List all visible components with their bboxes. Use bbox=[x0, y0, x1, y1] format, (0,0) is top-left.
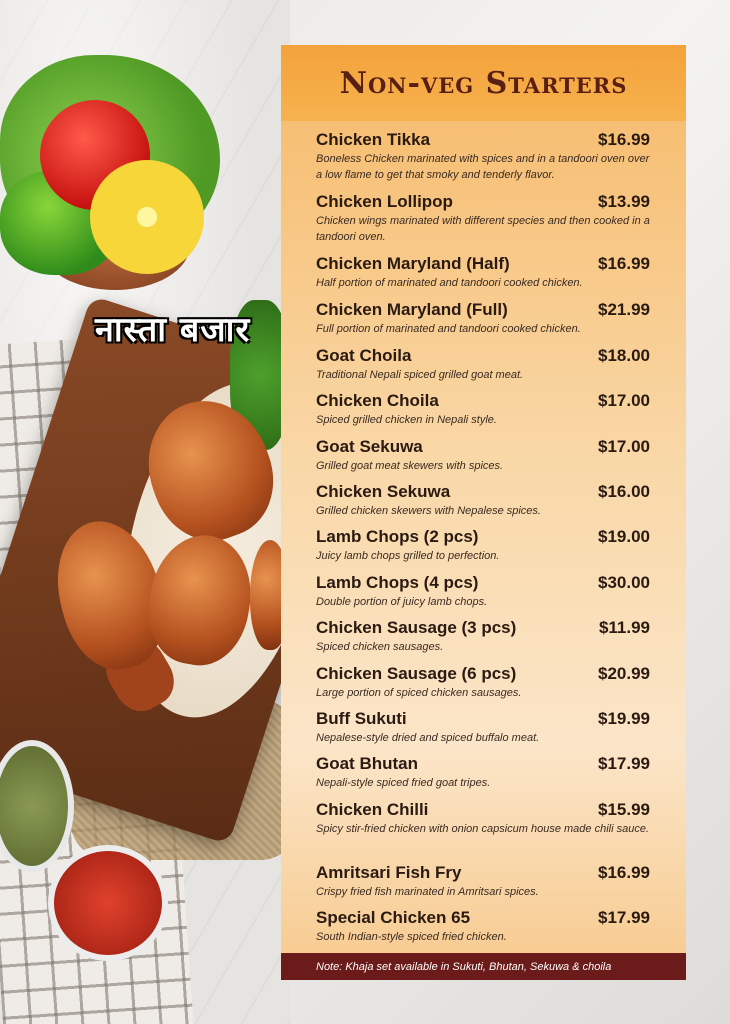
menu-item-row bbox=[316, 863, 650, 883]
item-price: $16.99 bbox=[598, 130, 650, 149]
menu-item bbox=[316, 709, 650, 746]
menu-item bbox=[316, 863, 650, 900]
menu-item-row bbox=[316, 527, 650, 547]
menu-item-row bbox=[316, 300, 650, 320]
menu-item-row bbox=[316, 437, 650, 457]
item-description: Juicy lamb chops grilled to perfection. bbox=[316, 550, 500, 562]
item-description: Spicy stir-fried chicken with onion capsicum house made chili sauce. bbox=[316, 823, 650, 835]
item-price: $21.99 bbox=[598, 300, 650, 319]
menu-item-row bbox=[316, 482, 650, 502]
item-description: Nepalese-style dried and spiced buffalo meat. bbox=[316, 732, 540, 744]
menu-title: Non-veg Starters bbox=[339, 65, 628, 101]
brand-logo: नास्ता बजार bbox=[95, 310, 251, 350]
item-price: $13.99 bbox=[598, 192, 650, 211]
item-price: $19.99 bbox=[598, 709, 650, 728]
menu-item bbox=[316, 346, 650, 383]
item-name: Chicken Choila bbox=[316, 391, 439, 410]
menu-item-row bbox=[316, 130, 650, 150]
item-price: $30.00 bbox=[598, 573, 650, 592]
menu-header bbox=[281, 45, 686, 121]
menu-item-row bbox=[316, 346, 650, 366]
item-price: $16.99 bbox=[598, 254, 650, 273]
item-description: Spiced grilled chicken in Nepali style. bbox=[316, 414, 497, 426]
item-name: Chicken Sekuwa bbox=[316, 482, 451, 501]
menu-item-row bbox=[316, 573, 650, 593]
item-name: Chicken Maryland (Full) bbox=[316, 300, 508, 319]
item-price: $16.99 bbox=[598, 863, 650, 882]
menu-item bbox=[316, 391, 650, 428]
menu-item-row bbox=[316, 618, 650, 638]
item-description: Half portion of marinated and tandoori cooked chicken. bbox=[316, 277, 583, 289]
item-price: $17.99 bbox=[598, 908, 650, 927]
item-description: Spiced chicken sausages. bbox=[316, 641, 444, 653]
menu-item bbox=[316, 254, 650, 291]
menu-panel bbox=[281, 45, 686, 980]
item-name: Chicken Tikka bbox=[316, 130, 431, 149]
menu-item bbox=[316, 908, 650, 945]
item-name: Chicken Sausage (3 pcs) bbox=[316, 618, 517, 637]
item-name: Amritsari Fish Fry bbox=[316, 863, 462, 882]
item-description: Chicken wings marinated with different species and then cooked in a tandoori oven. bbox=[316, 215, 650, 243]
menu-item-row bbox=[316, 391, 650, 411]
chili-spice-bowl bbox=[48, 845, 168, 961]
item-price: $17.00 bbox=[598, 391, 650, 410]
item-name: Goat Sekuwa bbox=[316, 437, 423, 456]
item-price: $19.00 bbox=[598, 527, 650, 546]
menu-item bbox=[316, 482, 650, 519]
item-description: Large portion of spiced chicken sausages. bbox=[316, 687, 522, 699]
food-photo bbox=[0, 0, 290, 1024]
item-price: $15.99 bbox=[598, 800, 650, 819]
menu-item bbox=[316, 527, 650, 564]
lemon-slice bbox=[90, 160, 204, 274]
menu-item-row bbox=[316, 664, 650, 684]
item-name: Chicken Lollipop bbox=[316, 192, 453, 211]
item-price: $16.00 bbox=[598, 482, 650, 501]
menu-item bbox=[316, 437, 650, 474]
menu-item bbox=[316, 573, 650, 610]
item-name: Lamb Chops (4 pcs) bbox=[316, 573, 479, 592]
menu-item bbox=[316, 130, 650, 183]
menu-item-row bbox=[316, 800, 650, 820]
item-name: Buff Sukuti bbox=[316, 709, 407, 728]
item-name: Chicken Chilli bbox=[316, 800, 429, 819]
item-description: Full portion of marinated and tandoori cooked chicken. bbox=[316, 323, 581, 335]
menu-item-row bbox=[316, 754, 650, 774]
item-description: Grilled chicken skewers with Nepalese spices. bbox=[316, 505, 541, 517]
item-description: Traditional Nepali spiced grilled goat meat. bbox=[316, 369, 524, 381]
item-description: Grilled goat meat skewers with spices. bbox=[316, 460, 504, 472]
menu-item bbox=[316, 300, 650, 337]
item-price: $18.00 bbox=[598, 346, 650, 365]
item-price: $17.99 bbox=[598, 754, 650, 773]
menu-item-row bbox=[316, 254, 650, 274]
item-price: $20.99 bbox=[598, 664, 650, 683]
note-text: Note: Khaja set available in Sukuti, Bhutan, Sekuwa & choila bbox=[316, 960, 612, 973]
item-name: Chicken Sausage (6 pcs) bbox=[316, 664, 517, 683]
item-name: Goat Choila bbox=[316, 346, 412, 365]
item-name: Goat Bhutan bbox=[316, 754, 418, 773]
item-name: Chicken Maryland (Half) bbox=[316, 254, 510, 273]
note-bar bbox=[281, 953, 686, 980]
item-price: $11.99 bbox=[598, 618, 650, 637]
item-name: Special Chicken 65 bbox=[316, 908, 471, 927]
menu-item bbox=[316, 754, 650, 791]
menu-item-row bbox=[316, 192, 650, 212]
menu-item-row bbox=[316, 908, 650, 928]
item-description: Nepali-style spiced fried goat tripes. bbox=[316, 777, 491, 789]
menu-item-row bbox=[316, 709, 650, 729]
item-description: Boneless Chicken marinated with spices and in a tandoori oven over a low flame to get that smoky and tenderly flavor. bbox=[316, 153, 650, 181]
menu-item bbox=[316, 664, 650, 701]
item-description: Double portion of juicy lamb chops. bbox=[316, 596, 488, 608]
item-name: Lamb Chops (2 pcs) bbox=[316, 527, 479, 546]
menu-item bbox=[316, 800, 650, 837]
menu-item bbox=[316, 192, 650, 245]
item-description: Crispy fried fish marinated in Amritsari spices. bbox=[316, 886, 539, 898]
menu-item bbox=[316, 618, 650, 655]
item-description: South Indian-style spiced fried chicken. bbox=[316, 931, 507, 943]
item-price: $17.00 bbox=[598, 437, 650, 456]
